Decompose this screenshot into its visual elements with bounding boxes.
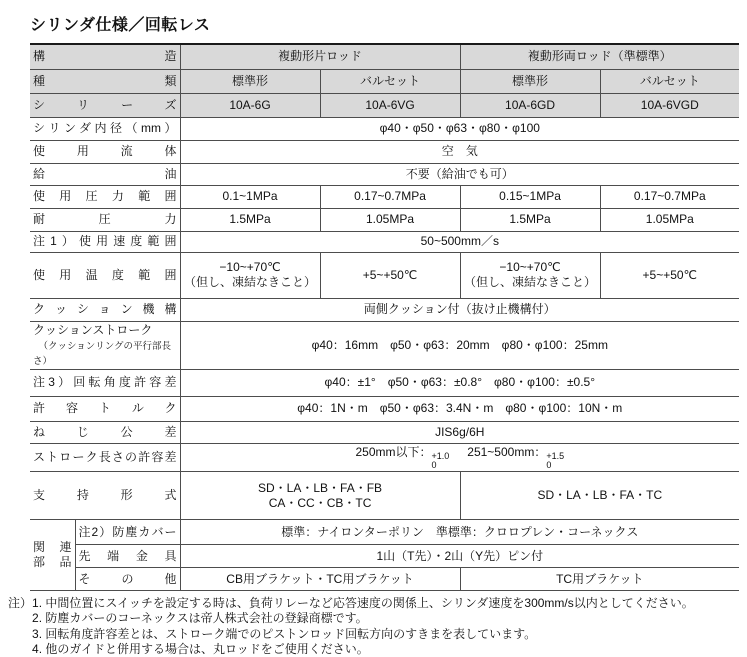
row-cushion (30, 298, 739, 321)
pressure-range-label: 使用圧力範囲 (30, 185, 180, 208)
row-mounting (30, 472, 739, 520)
related-parts-line1: 関連 (33, 540, 72, 555)
row-kind (30, 69, 739, 93)
kind-label: 種類 (30, 69, 180, 93)
fluid-value: 空 気 (180, 140, 739, 163)
cushion-value: 両側クッション付（抜け止機構付） (180, 298, 739, 321)
temperature-standard-line2: （但し、凍結なきこと） (464, 275, 597, 289)
mounting-label: 支持形式 (30, 472, 180, 520)
related-parts-line2: 部品 (33, 555, 72, 570)
fluid-label: 使用流体 (30, 140, 180, 163)
speed-range-value: 50~500mm／s (180, 231, 739, 252)
lubrication-label: 給油 (30, 163, 180, 185)
temperature-valveset-cell: +5~+50℃ (320, 252, 460, 298)
tolerance-lower: 0 (431, 459, 437, 470)
kind-cell: 標準形 (180, 69, 320, 93)
structure-double-rod: 複動形両ロッド（準標準） (460, 44, 739, 69)
stroke-tolerance-seg2-limits (546, 452, 564, 471)
proof-pressure-cell: 1.05MPa (320, 208, 460, 231)
temperature-standard-line1: −10~+70℃ (219, 260, 281, 274)
row-series (30, 93, 739, 117)
cushion-stroke-label (30, 321, 180, 369)
row-lubrication (30, 163, 739, 185)
row-proof-pressure (30, 208, 739, 231)
tolerance-lower: 0 (546, 459, 552, 470)
footnote-items (32, 596, 739, 656)
mounting-single-rod-cell (180, 472, 460, 520)
rod-end-label: 先端金具 (75, 545, 180, 568)
footnotes (8, 596, 739, 656)
structure-single-rod: 複動形片ロッド (180, 44, 460, 69)
row-fluid (30, 140, 739, 163)
row-allowable-torque (30, 396, 739, 421)
pressure-range-cell: 0.17~0.7MPa (320, 185, 460, 208)
allowable-torque-label: 許容トルク (30, 396, 180, 421)
cushion-stroke-value: φ40：16mm φ50・φ63：20mm φ80・φ100：25mm (180, 321, 739, 369)
related-parts-group-label (30, 520, 75, 591)
temperature-standard-line2: （但し、凍結なきこと） (184, 275, 317, 289)
row-temperature-range (30, 252, 739, 298)
structure-label: 構造 (30, 44, 180, 69)
cushion-stroke-label-line1: クッションストローク (33, 322, 153, 337)
footnote-item: 4. 他のガイドと併用する場合は、丸ロッドをご使用ください。 (32, 641, 369, 656)
row-cushion-stroke (30, 321, 739, 369)
temperature-range-label: 使用温度範囲 (30, 252, 180, 298)
other-double-rod-cell: TC用ブラケット (460, 568, 739, 591)
proof-pressure-label: 耐圧力 (30, 208, 180, 231)
lubrication-value: 不要（給油でも可） (180, 163, 739, 185)
row-bore (30, 117, 739, 140)
proof-pressure-cell: 1.5MPa (180, 208, 320, 231)
allowable-torque-value: φ40：1N・m φ50・φ63：3.4N・m φ80・φ100：10N・m (180, 396, 739, 421)
rotation-tolerance-label: 注3）回転角度許容差 (30, 369, 180, 396)
rotation-tolerance-value: φ40：±1° φ50・φ63：±0.8° φ80・φ100：±0.5° (180, 369, 739, 396)
stroke-tolerance-label: ストローク長さの許容差 (30, 443, 180, 472)
mounting-left-line2: CA・CC・CB・TC (268, 495, 372, 510)
row-dust-cover (30, 520, 739, 545)
page-title: シリンダ仕様／回転レス (30, 17, 211, 34)
tolerance-upper: +1.5 (546, 450, 565, 461)
temperature-standard-cell (180, 252, 320, 298)
mounting-left-line1: SD・LA・LB・FA・FB (258, 480, 383, 495)
pressure-range-cell: 0.1~1MPa (180, 185, 320, 208)
row-speed-range (30, 231, 739, 252)
bore-value: φ40・φ50・φ63・φ80・φ100 (180, 117, 739, 140)
rod-end-value: 1山（T先）・2山（Y先）ピン付 (180, 545, 739, 568)
temperature-standard-cell (460, 252, 600, 298)
temperature-valveset-cell: +5~+50℃ (600, 252, 739, 298)
proof-pressure-cell: 1.5MPa (460, 208, 600, 231)
row-stroke-tolerance (30, 443, 739, 472)
tolerance-upper: +1.0 (431, 450, 450, 461)
kind-cell: バルセット (600, 69, 739, 93)
footnote-prefix: 注） (8, 596, 33, 611)
other-label: その他 (75, 568, 180, 591)
pressure-range-cell: 0.17~0.7MPa (600, 185, 739, 208)
dust-cover-label: 注2）防塵カバー (75, 520, 180, 545)
pressure-range-cell: 0.15~1MPa (460, 185, 600, 208)
thread-tolerance-label: ねじ公差 (30, 421, 180, 443)
footnote-item: 2. 防塵カバーのコーネックスは帝人株式会社の登録商標です。 (32, 611, 368, 626)
stroke-tolerance-seg1-limits (431, 452, 449, 471)
series-cell: 10A-6VGD (600, 93, 739, 117)
row-pressure-range (30, 185, 739, 208)
dust-cover-value: 標準：ナイロンターポリン 準標準：クロロプレン・コーネックス (180, 520, 739, 545)
cushion-stroke-label-line2: （クッションリングの平行部長さ） (33, 340, 172, 367)
cushion-label: クッション機構 (30, 298, 180, 321)
row-rod-end (30, 545, 739, 568)
speed-range-label: 注1）使用速度範囲 (30, 231, 180, 252)
series-label: シリーズ (30, 93, 180, 117)
mounting-double-rod-cell: SD・LA・LB・FA・TC (460, 472, 739, 520)
row-thread-tolerance (30, 421, 739, 443)
kind-cell: 標準形 (460, 69, 600, 93)
proof-pressure-cell: 1.05MPa (600, 208, 739, 231)
series-cell: 10A-6GD (460, 93, 600, 117)
row-rotation-tolerance (30, 369, 739, 396)
row-structure (30, 44, 739, 69)
bore-label: シリンダ内径（mm） (30, 117, 180, 140)
stroke-tolerance-seg2: 251~500mm： (467, 444, 547, 459)
stroke-tolerance-seg1: 250mm以下： (355, 444, 432, 459)
row-other (30, 568, 739, 591)
series-cell: 10A-6G (180, 93, 320, 117)
spec-table (30, 43, 739, 591)
footnote-item: 1. 中間位置にスイッチを設定する時は、負荷リレーなど応答速度の関係上、シリンダ速度を300mm/s以内としてください。 (32, 596, 694, 611)
other-single-rod-cell: CB用ブラケット・TC用ブラケット (180, 568, 460, 591)
stroke-tolerance-value (180, 443, 739, 472)
kind-cell: バルセット (320, 69, 460, 93)
thread-tolerance-value: JIS6g/6H (180, 421, 739, 443)
series-cell: 10A-6VG (320, 93, 460, 117)
temperature-standard-line1: −10~+70℃ (499, 260, 561, 274)
footnote-item: 3. 回転角度許容差とは、ストローク端でのピストンロッド回転方向のすきまを表しています。 (32, 626, 537, 641)
